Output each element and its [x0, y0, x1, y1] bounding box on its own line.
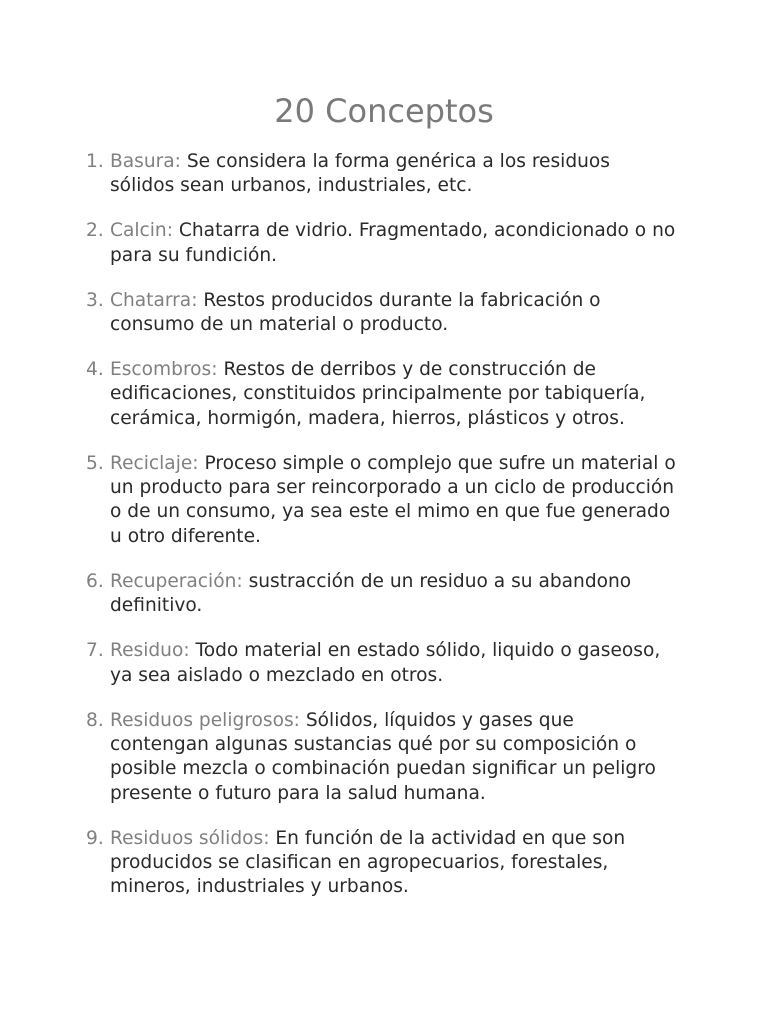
list-item — [86, 452, 676, 549]
item-number: 8. — [86, 709, 104, 731]
list-item — [86, 827, 676, 900]
item-definition: Sólidos, líquidos y gases que contengan algunas sustancias qué por su composición o posible mezcla o combinación puedan significar un peligro presente o futuro para la salud humana. — [110, 709, 656, 804]
item-term: Residuos peligrosos: — [110, 709, 300, 731]
item-definition: Restos producidos durante la fabricación o consumo de un material o producto. — [110, 289, 601, 336]
item-term: Residuos sólidos: — [110, 827, 270, 849]
list-item — [86, 150, 676, 199]
item-term: Chatarra: — [110, 289, 198, 311]
item-term: Calcin: — [110, 220, 173, 242]
list-item — [86, 570, 676, 619]
item-definition: En función de la actividad en que son producidos se clasifican en agropecuarios, forestales, mineros, industriales y urbanos. — [110, 827, 626, 898]
item-term: Escombros: — [110, 359, 218, 381]
list-item — [86, 289, 676, 338]
list-item — [86, 219, 676, 268]
item-number: 5. — [86, 452, 104, 474]
item-term: Reciclaje: — [110, 452, 199, 474]
item-definition: Restos de derribos y de construcción de edificaciones, constituidos principalmente por tabiquería, cerámica, hormigón, madera, hierros, plásticos y otros. — [110, 359, 646, 429]
item-number: 9. — [86, 827, 104, 849]
item-term: Recuperación: — [110, 570, 243, 592]
item-number: 7. — [86, 640, 104, 662]
item-term: Basura: — [110, 151, 181, 172]
item-definition: Chatarra de vidrio. Fragmentado, acondicionado o no para su fundición. — [110, 220, 676, 266]
item-number: 1. — [86, 151, 104, 172]
item-definition: Todo material en estado sólido, liquido o gaseoso, ya sea aislado o mezclado en otros. — [110, 640, 661, 686]
item-definition: sustracción de un residuo a su abandono definitivo. — [110, 570, 632, 617]
item-number: 2. — [86, 220, 104, 242]
item-number: 3. — [86, 289, 104, 311]
list-item — [86, 709, 676, 806]
item-term: Residuo: — [110, 640, 190, 662]
item-definition: Se considera la forma genérica a los residuos sólidos sean urbanos, industriales, etc. — [110, 151, 610, 197]
item-number: 4. — [86, 359, 104, 381]
page-title: 20 Conceptos — [274, 92, 494, 130]
item-number: 6. — [86, 570, 104, 592]
list-item — [86, 358, 676, 431]
concept-list — [86, 150, 676, 920]
item-definition: Proceso simple o complejo que sufre un material o un producto para ser reincorporado a un ciclo de producción o de un consumo, ya sea este el mimo en que fue generado u otro diferente. — [110, 452, 676, 547]
list-item — [86, 639, 676, 688]
